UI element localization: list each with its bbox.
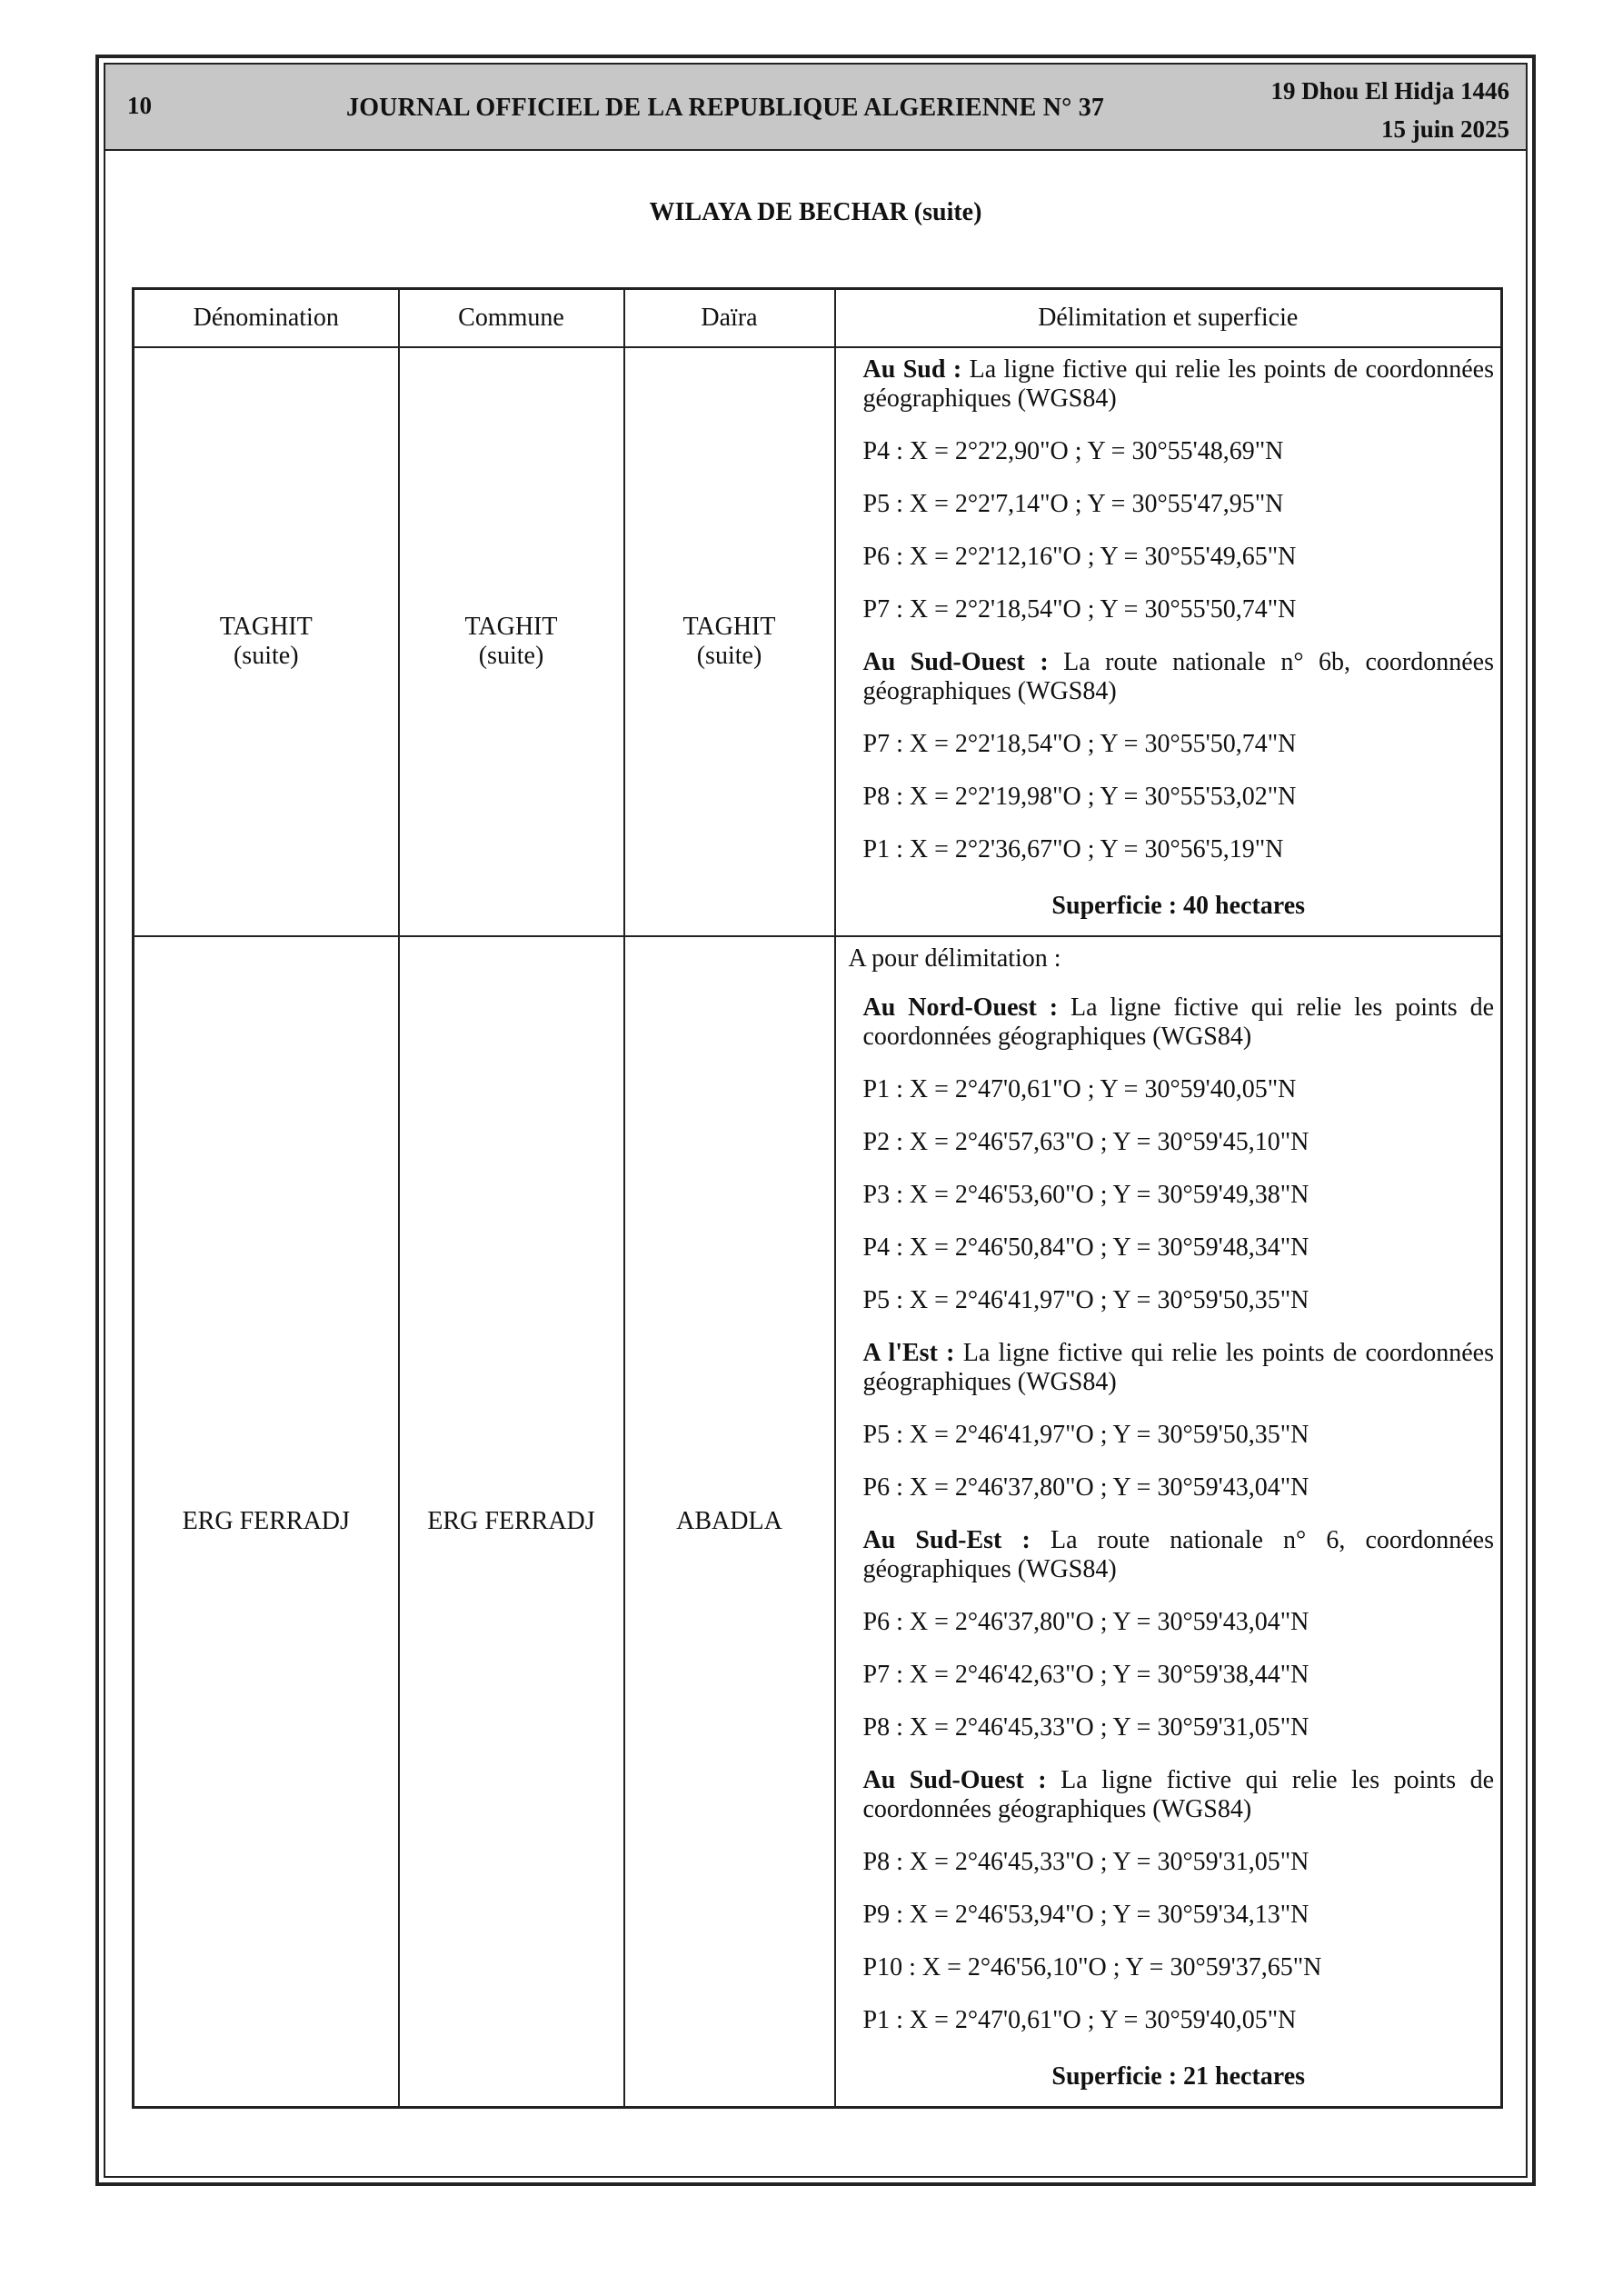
coordinate-point: P1 : X = 2°47'0,61"O ; Y = 30°59'40,05"N	[862, 1075, 1297, 1103]
boundary-description	[863, 1766, 1495, 1824]
boundary-label: Au Sud-Est :	[862, 1526, 1031, 1554]
commune-cell-note: (suite)	[478, 642, 544, 670]
delimitation-table	[132, 287, 1503, 2109]
boundary-text: La ligne fictive qui relie les points de coordonnées géographiques (WGS84)	[862, 355, 1495, 413]
commune-cell-name: TAGHIT	[464, 613, 558, 641]
denomination-cell	[134, 936, 399, 2108]
daira-cell-note: (suite)	[696, 642, 762, 670]
coordinate-point: P5 : X = 2°46'41,97"O ; Y = 30°59'50,35"N	[862, 1421, 1309, 1449]
boundary-text: La ligne fictive qui relie les points de coordonnées géographiques (WGS84)	[862, 1766, 1494, 1823]
boundary-text: La ligne fictive qui relie les points de coordonnées géographiques (WGS84)	[862, 993, 1495, 1051]
daira-cell	[624, 936, 835, 2108]
denomination-cell-name: ERG FERRADJ	[182, 1507, 350, 1535]
coordinate-point: P6 : X = 2°2'12,16"O ; Y = 30°55'49,65"N	[862, 543, 1297, 571]
table-body	[134, 347, 1502, 2108]
commune-cell	[399, 347, 624, 936]
coordinate-point: P1 : X = 2°47'0,61"O ; Y = 30°59'40,05"N	[862, 2006, 1297, 2034]
delimitation-intro: A pour délimitation :	[848, 944, 1061, 973]
page-header	[105, 65, 1526, 151]
coordinate-point: P1 : X = 2°2'36,67"O ; Y = 30°56'5,19"N	[862, 835, 1284, 863]
page-number: 10	[127, 92, 152, 119]
boundary-text: La route nationale n° 6, coordonnées géographiques (WGS84)	[862, 1526, 1495, 1583]
table-row	[134, 347, 1502, 936]
coordinate-point: P5 : X = 2°2'7,14"O ; Y = 30°55'47,95"N	[862, 490, 1284, 518]
boundary-label: Au Sud-Ouest :	[862, 1766, 1047, 1794]
coordinate-point: P8 : X = 2°46'45,33"O ; Y = 30°59'31,05"N	[862, 1848, 1309, 1876]
coordinate-point: P3 : X = 2°46'53,60"O ; Y = 30°59'49,38"N	[862, 1181, 1309, 1209]
table-row	[134, 936, 1502, 2108]
superficie: Superficie : 21 hectares	[1051, 2062, 1306, 2091]
col-header-delimitation: Délimitation et superficie	[835, 289, 1502, 348]
coordinate-point: P6 : X = 2°46'37,80"O ; Y = 30°59'43,04"N	[862, 1473, 1309, 1502]
col-header-daira: Daïra	[624, 289, 835, 348]
coordinate-point: P6 : X = 2°46'37,80"O ; Y = 30°59'43,04"N	[862, 1608, 1309, 1636]
coordinate-point: P10 : X = 2°46'56,10"O ; Y = 30°59'37,65"N	[862, 1953, 1322, 1982]
issue-date	[1270, 72, 1509, 148]
coordinate-point: P8 : X = 2°46'45,33"O ; Y = 30°59'31,05"N	[862, 1713, 1309, 1742]
col-header-commune: Commune	[399, 289, 624, 348]
denomination-cell	[134, 347, 399, 936]
boundary-description	[863, 1339, 1495, 1397]
coordinate-point: P4 : X = 2°46'50,84"O ; Y = 30°59'48,34"N	[862, 1233, 1309, 1262]
coordinate-point: P9 : X = 2°46'53,94"O ; Y = 30°59'34,13"N	[862, 1901, 1309, 1929]
daira-cell	[624, 347, 835, 936]
boundary-description	[863, 355, 1495, 414]
journal-title: JOURNAL OFFICIEL DE LA REPUBLIQUE ALGERIENNE N° 37	[346, 94, 1105, 122]
coordinate-point: P7 : X = 2°2'18,54"O ; Y = 30°55'50,74"N	[862, 730, 1297, 758]
section-title: WILAYA DE BECHAR (suite)	[649, 198, 982, 226]
date-gregorian: 15 juin 2025	[1380, 115, 1509, 143]
daira-cell-name: TAGHIT	[682, 613, 776, 641]
coordinate-point: P5 : X = 2°46'41,97"O ; Y = 30°59'50,35"N	[862, 1286, 1309, 1314]
boundary-description	[863, 648, 1495, 706]
boundary-label: Au Sud :	[862, 355, 962, 384]
commune-cell-name: ERG FERRADJ	[427, 1507, 595, 1535]
coordinate-point: P7 : X = 2°46'42,63"O ; Y = 30°59'38,44"N	[862, 1661, 1309, 1689]
boundary-label: A l'Est :	[862, 1339, 955, 1367]
denomination-cell-name: TAGHIT	[219, 613, 313, 641]
boundary-label: Au Nord-Ouest :	[862, 993, 1059, 1022]
date-hijri: 19 Dhou El Hidja 1446	[1270, 77, 1509, 105]
commune-cell	[399, 936, 624, 2108]
boundary-label: Au Sud-Ouest :	[862, 648, 1049, 676]
boundary-description	[863, 1526, 1495, 1584]
table-header-row	[134, 289, 1502, 348]
boundary-text: La route nationale n° 6b, coordonnées géographiques (WGS84)	[862, 648, 1495, 705]
coordinate-point: P4 : X = 2°2'2,90"O ; Y = 30°55'48,69"N	[862, 437, 1284, 465]
delimitation-cell	[835, 347, 1502, 936]
delimitation-cell	[835, 936, 1502, 2108]
coordinate-point: P2 : X = 2°46'57,63"O ; Y = 30°59'45,10"N	[862, 1128, 1309, 1156]
daira-cell-name: ABADLA	[676, 1507, 782, 1535]
boundary-description	[863, 993, 1495, 1052]
superficie: Superficie : 40 hectares	[1051, 892, 1306, 920]
denomination-cell-note: (suite)	[233, 642, 299, 670]
col-header-denomination: Dénomination	[134, 289, 399, 348]
boundary-text: La ligne fictive qui relie les points de coordonnées géographiques (WGS84)	[862, 1339, 1494, 1396]
coordinate-point: P7 : X = 2°2'18,54"O ; Y = 30°55'50,74"N	[862, 595, 1297, 624]
coordinate-point: P8 : X = 2°2'19,98"O ; Y = 30°55'53,02"N	[862, 783, 1297, 811]
